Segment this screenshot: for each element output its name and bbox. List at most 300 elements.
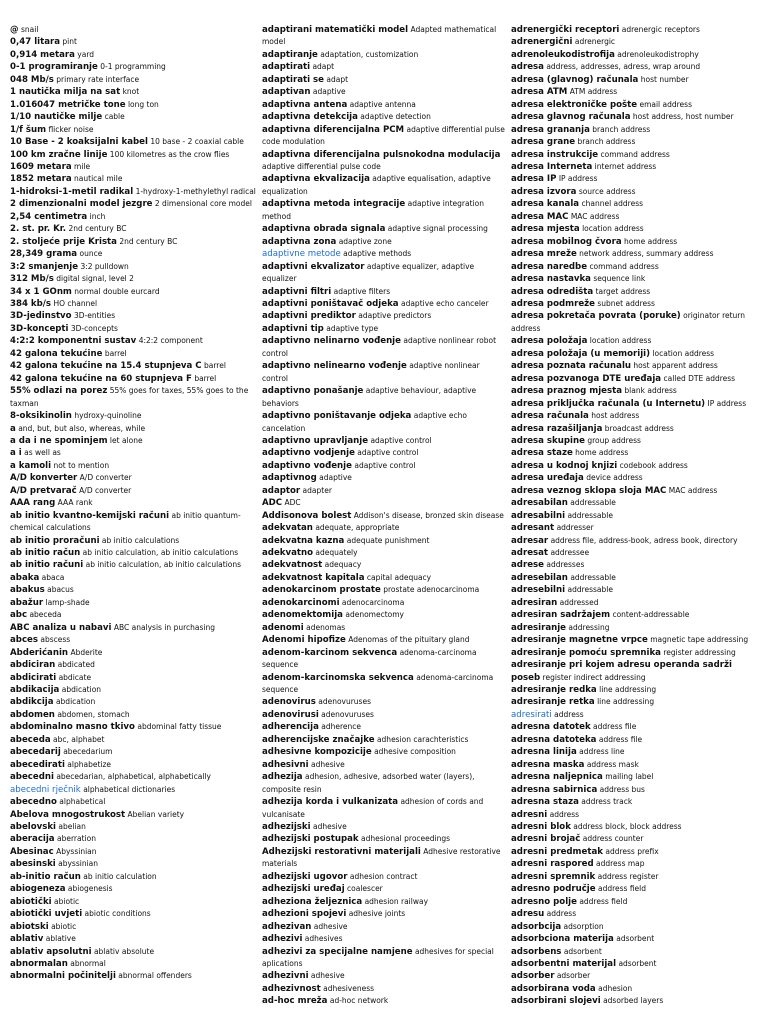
entry-translation: host address	[591, 411, 640, 421]
entry-term: abnormalni počinitelji	[10, 971, 116, 982]
entry-translation: location address	[589, 336, 652, 346]
dictionary-entry	[262, 310, 506, 322]
entry-translation: email address	[639, 99, 692, 109]
dictionary-entry-link[interactable]	[511, 709, 763, 721]
dictionary-entry	[10, 759, 256, 771]
dictionary-entry	[10, 746, 256, 758]
entry-translation: hydroxy-quinoline	[74, 411, 142, 421]
entry-translation: home address	[575, 448, 629, 458]
entry-term: ABC analiza u nabavi	[10, 622, 112, 633]
entry-term: aberacija	[10, 834, 55, 845]
entry-translation: home address	[624, 236, 678, 246]
entry-translation: content-addressable	[612, 610, 690, 620]
dictionary-entry	[262, 946, 506, 971]
dictionary-entry	[262, 173, 506, 198]
entry-term: 1 nautička milja na sat	[10, 87, 121, 98]
entry-translation: alphabetize	[67, 759, 112, 769]
entry-translation: adaptive equalisation, adaptive equalization	[262, 174, 491, 196]
entry-term: adenovirus	[262, 697, 316, 708]
dictionary-entry	[262, 709, 506, 721]
dictionary-entry	[511, 348, 763, 360]
dictionary-entry	[511, 522, 763, 534]
entry-term: adherencijske značajke	[262, 734, 375, 745]
dictionary-entry	[262, 360, 506, 385]
entry-term: abnormalan	[10, 958, 68, 969]
dictionary-entry	[10, 472, 256, 484]
entry-translation: abiotic	[51, 921, 77, 931]
entry-translation: codebook address	[619, 460, 688, 470]
dictionary-entry	[262, 883, 506, 895]
entry-translation: address track	[581, 797, 633, 807]
entry-term: adresa instrukcije	[511, 149, 599, 160]
entry-term: adresa pokretača povrata (poruke)	[511, 311, 681, 322]
dictionary-entry	[511, 609, 763, 621]
dictionary-entry	[511, 497, 763, 509]
dictionary-entry	[511, 136, 763, 148]
dictionary-entry	[10, 485, 256, 497]
entry-translation: source address	[578, 186, 636, 196]
entry-translation: ab initio calculation, ab initio calculations	[85, 560, 242, 570]
dictionary-entry	[511, 883, 763, 895]
entry-term: adenomektomija	[262, 610, 343, 621]
entry-translation: prostate adenocarcinoma	[383, 585, 480, 595]
dictionary-entry	[262, 485, 506, 497]
entry-term: adresna linija	[511, 747, 577, 758]
entry-term: adresiranje pri kojem adresu operanda sadrži poseb	[511, 660, 732, 683]
dictionary-entry	[10, 136, 256, 148]
entry-translation: adhesion contract	[349, 871, 418, 881]
entry-translation: adsorbent	[618, 958, 657, 968]
dictionary-entry	[511, 161, 763, 173]
entry-translation: adsorbent	[563, 946, 602, 956]
dictionary-entry	[262, 86, 506, 98]
entry-translation: not to mention	[53, 460, 110, 470]
entry-translation: branch address	[592, 124, 651, 134]
entry-term: abdiciran	[10, 660, 56, 671]
entry-translation: adhesion railway	[364, 896, 429, 906]
dictionary-entry	[511, 24, 763, 36]
dictionary-entry	[511, 86, 763, 98]
entry-term[interactable]: abecedni rječnik	[10, 784, 81, 795]
entry-translation: host number	[640, 74, 689, 84]
entry-term: abdomen	[10, 709, 55, 720]
entry-term: adaptirati	[262, 62, 311, 73]
dictionary-entry	[262, 24, 506, 49]
entry-term: adsorbciona materija	[511, 934, 614, 945]
entry-translation: 2 dimensional core model	[154, 199, 252, 209]
entry-term: adresabilni	[511, 510, 566, 521]
entry-translation: adhesion carachteristics	[376, 734, 469, 744]
entry-term: 3D-koncepti	[10, 323, 69, 334]
dictionary-entry	[262, 983, 506, 995]
entry-term: 2,54 centimetra	[10, 211, 88, 222]
entry-term: adaptivna diferencijalna PCM	[262, 124, 405, 135]
entry-translation: sequence link	[593, 274, 646, 284]
entry-translation: MAC address	[668, 485, 718, 495]
entry-translation: ablativ absolute	[93, 946, 155, 956]
entry-translation: Adenomas of the pituitary gland	[348, 635, 470, 645]
entry-term: A/D konverter	[10, 473, 78, 484]
dictionary-entry	[511, 49, 763, 61]
entry-translation: originator return address	[511, 311, 746, 333]
entry-term: 1/f šum	[10, 124, 47, 135]
entry-term: ab initio računi	[10, 560, 84, 571]
dictionary-entry	[511, 385, 763, 397]
dictionary-entry	[262, 510, 506, 522]
entry-translation: adapter	[302, 485, 332, 495]
entry-translation: 0-1 programming	[100, 62, 166, 72]
entry-translation: ADC	[284, 498, 301, 508]
dictionary-entry	[262, 846, 506, 871]
entry-translation: adaptive	[319, 473, 352, 483]
entry-translation: adaptive predictors	[358, 311, 432, 321]
entry-translation: addressing	[568, 622, 610, 632]
entry-translation: adaptive type	[326, 323, 379, 333]
entry-translation: group address	[587, 435, 641, 445]
dictionary-entry	[511, 771, 763, 783]
dictionary-entry	[10, 547, 256, 559]
dictionary-entry	[262, 734, 506, 746]
dictionary-entry	[511, 261, 763, 273]
entry-translation: adaptive echo cancelation	[262, 411, 467, 433]
dictionary-entry	[10, 211, 256, 223]
entry-translation: adequate, appropriate	[315, 523, 400, 533]
dictionary-entry	[10, 248, 256, 260]
entry-translation: device address	[586, 473, 643, 483]
dictionary-entry-link[interactable]	[262, 248, 506, 260]
entry-term: adresiranje	[511, 622, 567, 633]
entry-translation: ad-hoc network	[329, 996, 389, 1006]
entry-term: 1/10 nautičke milje	[10, 112, 103, 123]
entry-term: 2. st. pr. Kr.	[10, 224, 67, 235]
entry-translation: 100 kilometres as the crow flies	[109, 149, 230, 159]
entry-term: AAA rang	[10, 498, 56, 509]
dictionary-entry	[10, 49, 256, 61]
entry-translation: register indirect addressing	[542, 672, 646, 682]
entry-term: abažur	[10, 597, 44, 608]
dictionary-entry	[511, 995, 763, 1007]
entry-term: abelovski	[10, 822, 57, 832]
entry-translation: adhesive composition	[374, 747, 456, 757]
entry-term: ab initio proračuni	[10, 535, 100, 546]
entry-translation: MAC address	[570, 211, 620, 221]
entry-translation: addressable	[567, 585, 613, 595]
entry-translation: adaptive control	[370, 435, 432, 445]
dictionary-entry	[10, 647, 256, 659]
entry-term: 0,47 litara	[10, 37, 61, 48]
entry-term: adresa	[511, 62, 544, 73]
dictionary-entry	[511, 298, 763, 310]
entry-term: ab initio kvantno-kemijski računi	[10, 510, 170, 521]
entry-translation: adhesiveness	[323, 983, 375, 993]
entry-term: adsorbirana voda	[511, 983, 596, 994]
entry-translation: adaptive echo canceler	[400, 298, 489, 308]
dictionary-entry	[262, 124, 506, 149]
entry-translation: adhesive	[311, 759, 345, 769]
entry-translation: adrenoleukodistrophy	[617, 49, 699, 59]
entry-translation: abecedarian, alphabetical, alphabetically	[56, 772, 211, 782]
dictionary-entry	[511, 310, 763, 335]
entry-term: abiotski	[10, 921, 49, 932]
entry-translation: addressee	[550, 548, 590, 558]
dictionary-entry	[10, 323, 256, 335]
entry-term: adresiranje retka	[511, 697, 595, 708]
dictionary-entry	[262, 933, 506, 945]
entry-translation: addresses	[546, 560, 585, 570]
dictionary-entry	[262, 198, 506, 223]
entry-translation: abacus	[47, 585, 74, 595]
entry-term: adresa Interneta	[511, 161, 593, 172]
entry-term: adresni spremnik	[511, 871, 596, 882]
entry-translation: adhesive	[312, 822, 347, 831]
dictionary-entry	[511, 186, 763, 198]
entry-translation: address file	[593, 722, 637, 732]
entry-translation: adenovuruses	[321, 709, 374, 719]
entry-term: adresa staze	[511, 448, 573, 459]
entry-term: 048 Mb/s	[10, 74, 54, 85]
entry-translation: address	[546, 909, 577, 919]
entry-term: adrenoleukodistrofija	[511, 49, 615, 60]
entry-translation: flicker noise	[48, 124, 94, 134]
dictionary-entry	[10, 111, 256, 123]
entry-translation: adaptive nonlinear robot control	[262, 336, 497, 358]
dictionary-entry	[10, 36, 256, 48]
entry-translation: adaptive methods	[343, 249, 412, 259]
dictionary-entry	[262, 472, 506, 484]
dictionary-entry	[10, 559, 256, 571]
entry-term: abces	[10, 635, 38, 646]
entry-term: adhezijski postupak	[262, 834, 359, 845]
entry-term: Abesinac	[10, 846, 54, 857]
dictionary-entry	[10, 933, 256, 945]
entry-term: 1852 metara	[10, 174, 72, 185]
dictionary-entry	[511, 248, 763, 260]
entry-translation: abnormal	[70, 958, 106, 968]
dictionary-entry	[262, 896, 506, 908]
entry-term: ad-hoc mreža	[262, 996, 328, 1007]
entry-term: adresa (glavnog) računala	[511, 74, 639, 85]
dictionary-entry	[262, 447, 506, 459]
dictionary-entry	[10, 572, 256, 584]
entry-translation: AAA rank	[57, 498, 93, 508]
entry-translation: adaptive filters	[333, 286, 391, 296]
entry-term: 312 Mb/s	[10, 274, 54, 285]
entry-translation: channel address	[581, 199, 644, 209]
dictionary-entry	[262, 261, 506, 286]
dictionary-entry	[511, 398, 763, 410]
dictionary-entry	[10, 821, 256, 833]
entry-term: Adenomi hipofize	[262, 635, 346, 646]
entry-translation: abdication	[55, 697, 96, 707]
entry-translation: lamp-shade	[45, 597, 90, 607]
entry-term: Abderićanin	[10, 647, 69, 658]
dictionary-entry	[10, 833, 256, 845]
entry-term: adhezivni	[262, 971, 309, 982]
entry-translation: address register	[597, 871, 659, 881]
entry-term: adaptivna diferencijalna pulsnokodna modulacija	[262, 149, 501, 160]
entry-term: adrenergični	[511, 37, 573, 48]
dictionary-entry	[10, 61, 256, 73]
dictionary-entry	[10, 298, 256, 310]
entry-term: abecedno	[10, 797, 57, 808]
entry-translation: address field	[579, 896, 628, 906]
entry-translation: address field	[597, 884, 647, 894]
dictionary-entry	[511, 447, 763, 459]
entry-term: 55% odlazi na porez	[10, 386, 108, 397]
entry-translation: 1-hydroxy-1-methylethyl radical	[135, 186, 256, 196]
entry-translation: adaptive nonlinear control	[262, 361, 480, 383]
entry-term: adaptirati se	[262, 74, 324, 85]
entry-translation: adhesional proceedings	[361, 834, 451, 844]
entry-term: adaptivno vodjenje	[262, 448, 355, 459]
entry-translation: abiogenesis	[67, 884, 113, 894]
entry-term: adresa nastavka	[511, 274, 591, 285]
entry-translation: ATM address	[569, 87, 618, 97]
dictionary-entry	[10, 198, 256, 210]
entry-translation: Abderite	[70, 647, 103, 657]
entry-translation: abdomen, stomach	[57, 709, 130, 719]
entry-term: 42 galona tekućine na 15.4 stupnjeva C	[10, 361, 202, 372]
entry-term: adresa mreže	[511, 249, 577, 260]
dictionary-entry	[511, 597, 763, 609]
entry-term: adhezija	[262, 772, 303, 783]
entry-translation: Adapted mathematical model	[262, 25, 497, 47]
entry-term: a da i ne spominjem	[10, 435, 108, 446]
entry-term[interactable]: adaptivne metode	[262, 249, 341, 260]
entry-term: adresiran sadržajem	[511, 610, 611, 621]
dictionary-entry	[262, 236, 506, 248]
dictionary-entry	[10, 460, 256, 472]
dictionary-entry	[511, 759, 763, 771]
dictionary-entry	[10, 423, 256, 435]
entry-translation: host address, host number	[632, 112, 734, 122]
entry-term: adhesivni	[262, 759, 309, 770]
dictionary-entry-link[interactable]	[10, 784, 256, 796]
dictionary-entry	[511, 423, 763, 435]
entry-translation: adaptation, customization	[320, 49, 419, 59]
entry-translation: digital signal, level 2	[56, 274, 134, 284]
entry-term: adresar	[511, 535, 549, 546]
entry-term: adresu	[511, 909, 545, 920]
entry-translation: address, addresses, adress, wrap around	[546, 62, 701, 72]
entry-translation: barrel	[104, 348, 127, 358]
dictionary-entry	[511, 74, 763, 86]
entry-translation: mailing label	[605, 772, 654, 782]
entry-term: adhezijski uređaj	[262, 884, 345, 895]
entry-term: adresna maska	[511, 759, 585, 770]
entry-translation: ab initio quantum-chemical calculations	[10, 510, 241, 533]
dictionary-entry	[262, 771, 506, 796]
entry-translation: adherence	[321, 722, 362, 732]
entry-term: adsorber	[511, 971, 555, 982]
entry-term: adhezivi	[262, 934, 303, 945]
dictionary-entry	[10, 896, 256, 908]
entry-term: Abelova mnogostrukost	[10, 809, 126, 820]
dictionary-entry	[511, 970, 763, 982]
dictionary-entry	[511, 198, 763, 210]
entry-term: adresa priključka računala (u Internetu)	[511, 398, 706, 409]
entry-term: adaptivna detekcija	[262, 112, 358, 123]
entry-term: adekvatna kazna	[262, 535, 345, 546]
dictionary-entry	[511, 485, 763, 497]
entry-translation: adaptive behaviour, adaptive behaviors	[262, 386, 477, 408]
entry-term: adresiranje magnetne vrpce	[511, 635, 648, 646]
entry-translation: adapt	[312, 62, 335, 72]
entry-term: adheziona željeznica	[262, 896, 363, 907]
dictionary-entry	[511, 124, 763, 136]
entry-translation: ablative	[45, 934, 76, 944]
entry-term: adresa izvora	[511, 186, 577, 197]
entry-term: adsorbcija	[511, 921, 562, 932]
entry-translation: abelian	[58, 822, 86, 831]
entry-term: adhezivi za specijalne namjene	[262, 946, 413, 957]
entry-term: adresni predmetak	[511, 846, 603, 857]
dictionary-entry	[10, 149, 256, 161]
dictionary-column-2	[262, 24, 506, 1024]
entry-term: adresno polje	[511, 896, 577, 907]
entry-term: abecedarij	[10, 747, 61, 758]
dictionary-entry	[511, 572, 763, 584]
dictionary-entry	[10, 186, 256, 198]
entry-term: adenokarcinom prostate	[262, 585, 381, 596]
dictionary-entry	[10, 609, 256, 621]
entry-term: adresa razašiljanja	[511, 423, 603, 434]
entry-term: adhezivnost	[262, 983, 321, 994]
entry-translation: abeceda	[29, 610, 62, 620]
entry-translation: abc, alphabet	[53, 734, 105, 744]
dictionary-column-1	[10, 24, 256, 1024]
entry-translation: broadcast address	[604, 423, 674, 433]
entry-term: adresa grananja	[511, 124, 590, 135]
entry-term: 0,914 metara	[10, 49, 75, 60]
dictionary-entry	[262, 696, 506, 708]
dictionary-entry	[511, 373, 763, 385]
dictionary-entry	[10, 696, 256, 708]
entry-translation: adhesive joints	[348, 909, 406, 919]
entry-term: adhezijski	[262, 822, 311, 832]
entry-term: adresiran	[511, 597, 558, 608]
dictionary-entry	[511, 796, 763, 808]
dictionary-entry	[511, 896, 763, 908]
entry-term: a i	[10, 448, 22, 459]
entry-term[interactable]: adresirati	[511, 709, 552, 720]
entry-translation: 3:2 pulldown	[80, 261, 129, 271]
dictionary-entry	[262, 547, 506, 559]
entry-term: 3:2 smanjenje	[10, 261, 79, 272]
entry-term: adaptiranje	[262, 49, 318, 60]
entry-term: 42 galona tekućine	[10, 348, 103, 359]
entry-term: adresa pozvanoga DTE uređaja	[511, 373, 662, 384]
entry-translation: abaca	[41, 572, 65, 582]
dictionary-entry	[262, 634, 506, 646]
entry-term: adaptivna ekvalizacija	[262, 174, 370, 185]
entry-term: adresna datoteka	[511, 734, 597, 745]
entry-term: adresa skupine	[511, 435, 585, 446]
entry-term: 2 dimenzionalni model jezgre	[10, 199, 153, 210]
dictionary-entry	[10, 672, 256, 684]
dictionary-entry	[511, 908, 763, 920]
entry-term: abdominalno masno tkivo	[10, 722, 135, 733]
dictionary-entry	[262, 385, 506, 410]
entry-term: adresa elektroničke pošte	[511, 99, 638, 110]
dictionary-entry	[10, 447, 256, 459]
dictionary-entry	[10, 796, 256, 808]
entry-translation: inch	[89, 211, 106, 221]
entry-translation: location address	[652, 348, 715, 358]
entry-translation: adsorbent	[616, 934, 655, 944]
entry-translation: knot	[122, 87, 140, 97]
entry-term: abesinski	[10, 859, 56, 870]
